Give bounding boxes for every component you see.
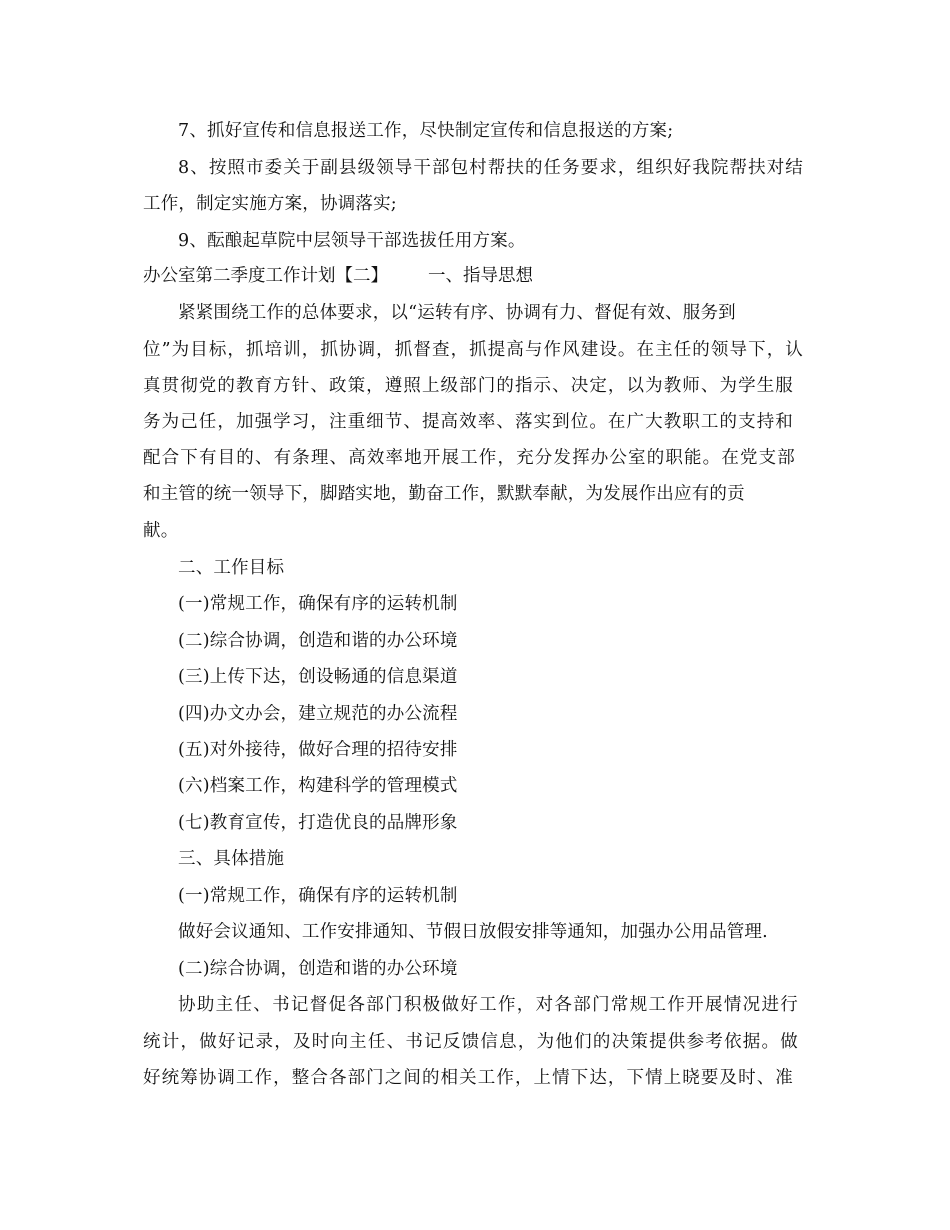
measure-text-1: 做好会议通知、工作安排通知、节假日放假安排等通知，加强办公用品管理. bbox=[178, 922, 768, 942]
guiding-paragraph-line-3: 真贯彻党的教育方针、政策，遵照上级部门的指示、决定，以为教师、为学生服 bbox=[143, 376, 793, 396]
measure-paragraph-line-1: 协助主任、书记督促各部门积极做好工作，对各部门常规工作开展情况进行 bbox=[178, 995, 798, 1015]
goal-item-4: (四)办文办会，建立规范的办公流程 bbox=[178, 704, 458, 724]
goal-item-5: (五)对外接待，做好合理的招待安排 bbox=[178, 740, 458, 760]
item-7-line: 7、抓好宣传和信息报送工作，尽快制定宣传和信息报送的方案; bbox=[178, 121, 674, 141]
item-8-line-1: 8、按照市委关于副县级领导干部包村帮扶的任务要求，组织好我院帮扶对结 bbox=[178, 158, 803, 178]
guiding-paragraph-line-4: 务为己任，加强学习，注重细节、提高效率、落实到位。在广大教职工的支持和 bbox=[143, 412, 793, 432]
guiding-paragraph-line-7: 献。 bbox=[143, 521, 179, 541]
heading-specific-measures: 三、具体措施 bbox=[178, 849, 285, 869]
heading-work-goals: 二、工作目标 bbox=[178, 558, 285, 578]
goal-item-2: (二)综合协调，创造和谐的办公环境 bbox=[178, 631, 458, 651]
guiding-paragraph-line-1: 紧紧围绕工作的总体要求，以“运转有序、协调有力、督促有效、服务到 bbox=[178, 303, 736, 323]
guiding-paragraph-line-5: 配合下有目的、有条理、高效率地开展工作，充分发挥办公室的职能。在党支部 bbox=[143, 448, 795, 468]
guiding-paragraph-line-2: 位”为目标，抓培训，抓协调，抓督查，抓提高与作风建设。在主任的领导下，认 bbox=[143, 340, 803, 360]
heading-guiding-thought: 一、指导思想 bbox=[428, 266, 533, 286]
goal-item-7: (七)教育宣传，打造优良的品牌形象 bbox=[178, 813, 458, 833]
item-8-line-2: 工作，制定实施方案，协调落实; bbox=[143, 194, 397, 214]
goal-item-1: (一)常规工作，确保有序的运转机制 bbox=[178, 594, 458, 614]
section-heading-row bbox=[143, 264, 533, 288]
goal-item-3: (三)上传下达，创设畅通的信息渠道 bbox=[178, 667, 458, 687]
guiding-paragraph-line-6: 和主管的统一领导下，脚踏实地，勤奋工作，默默奉献，为发展作出应有的贡 bbox=[143, 484, 745, 504]
plan-title: 办公室第二季度工作计划【二】 bbox=[143, 266, 388, 286]
measure-heading-2: (二)综合协调，创造和谐的办公环境 bbox=[178, 959, 458, 979]
measure-heading-1: (一)常规工作，确保有序的运转机制 bbox=[178, 886, 458, 906]
measure-paragraph-line-3: 好统筹协调工作，整合各部门之间的相关工作，上情下达，下情上晓要及时、准 bbox=[143, 1068, 793, 1088]
item-9-line: 9、酝酿起草院中层领导干部选拔任用方案。 bbox=[178, 231, 526, 251]
measure-paragraph-line-2: 统计，做好记录，及时向主任、书记反馈信息，为他们的决策提供参考依据。做 bbox=[143, 1032, 798, 1052]
goal-item-6: (六)档案工作，构建科学的管理模式 bbox=[178, 776, 458, 796]
